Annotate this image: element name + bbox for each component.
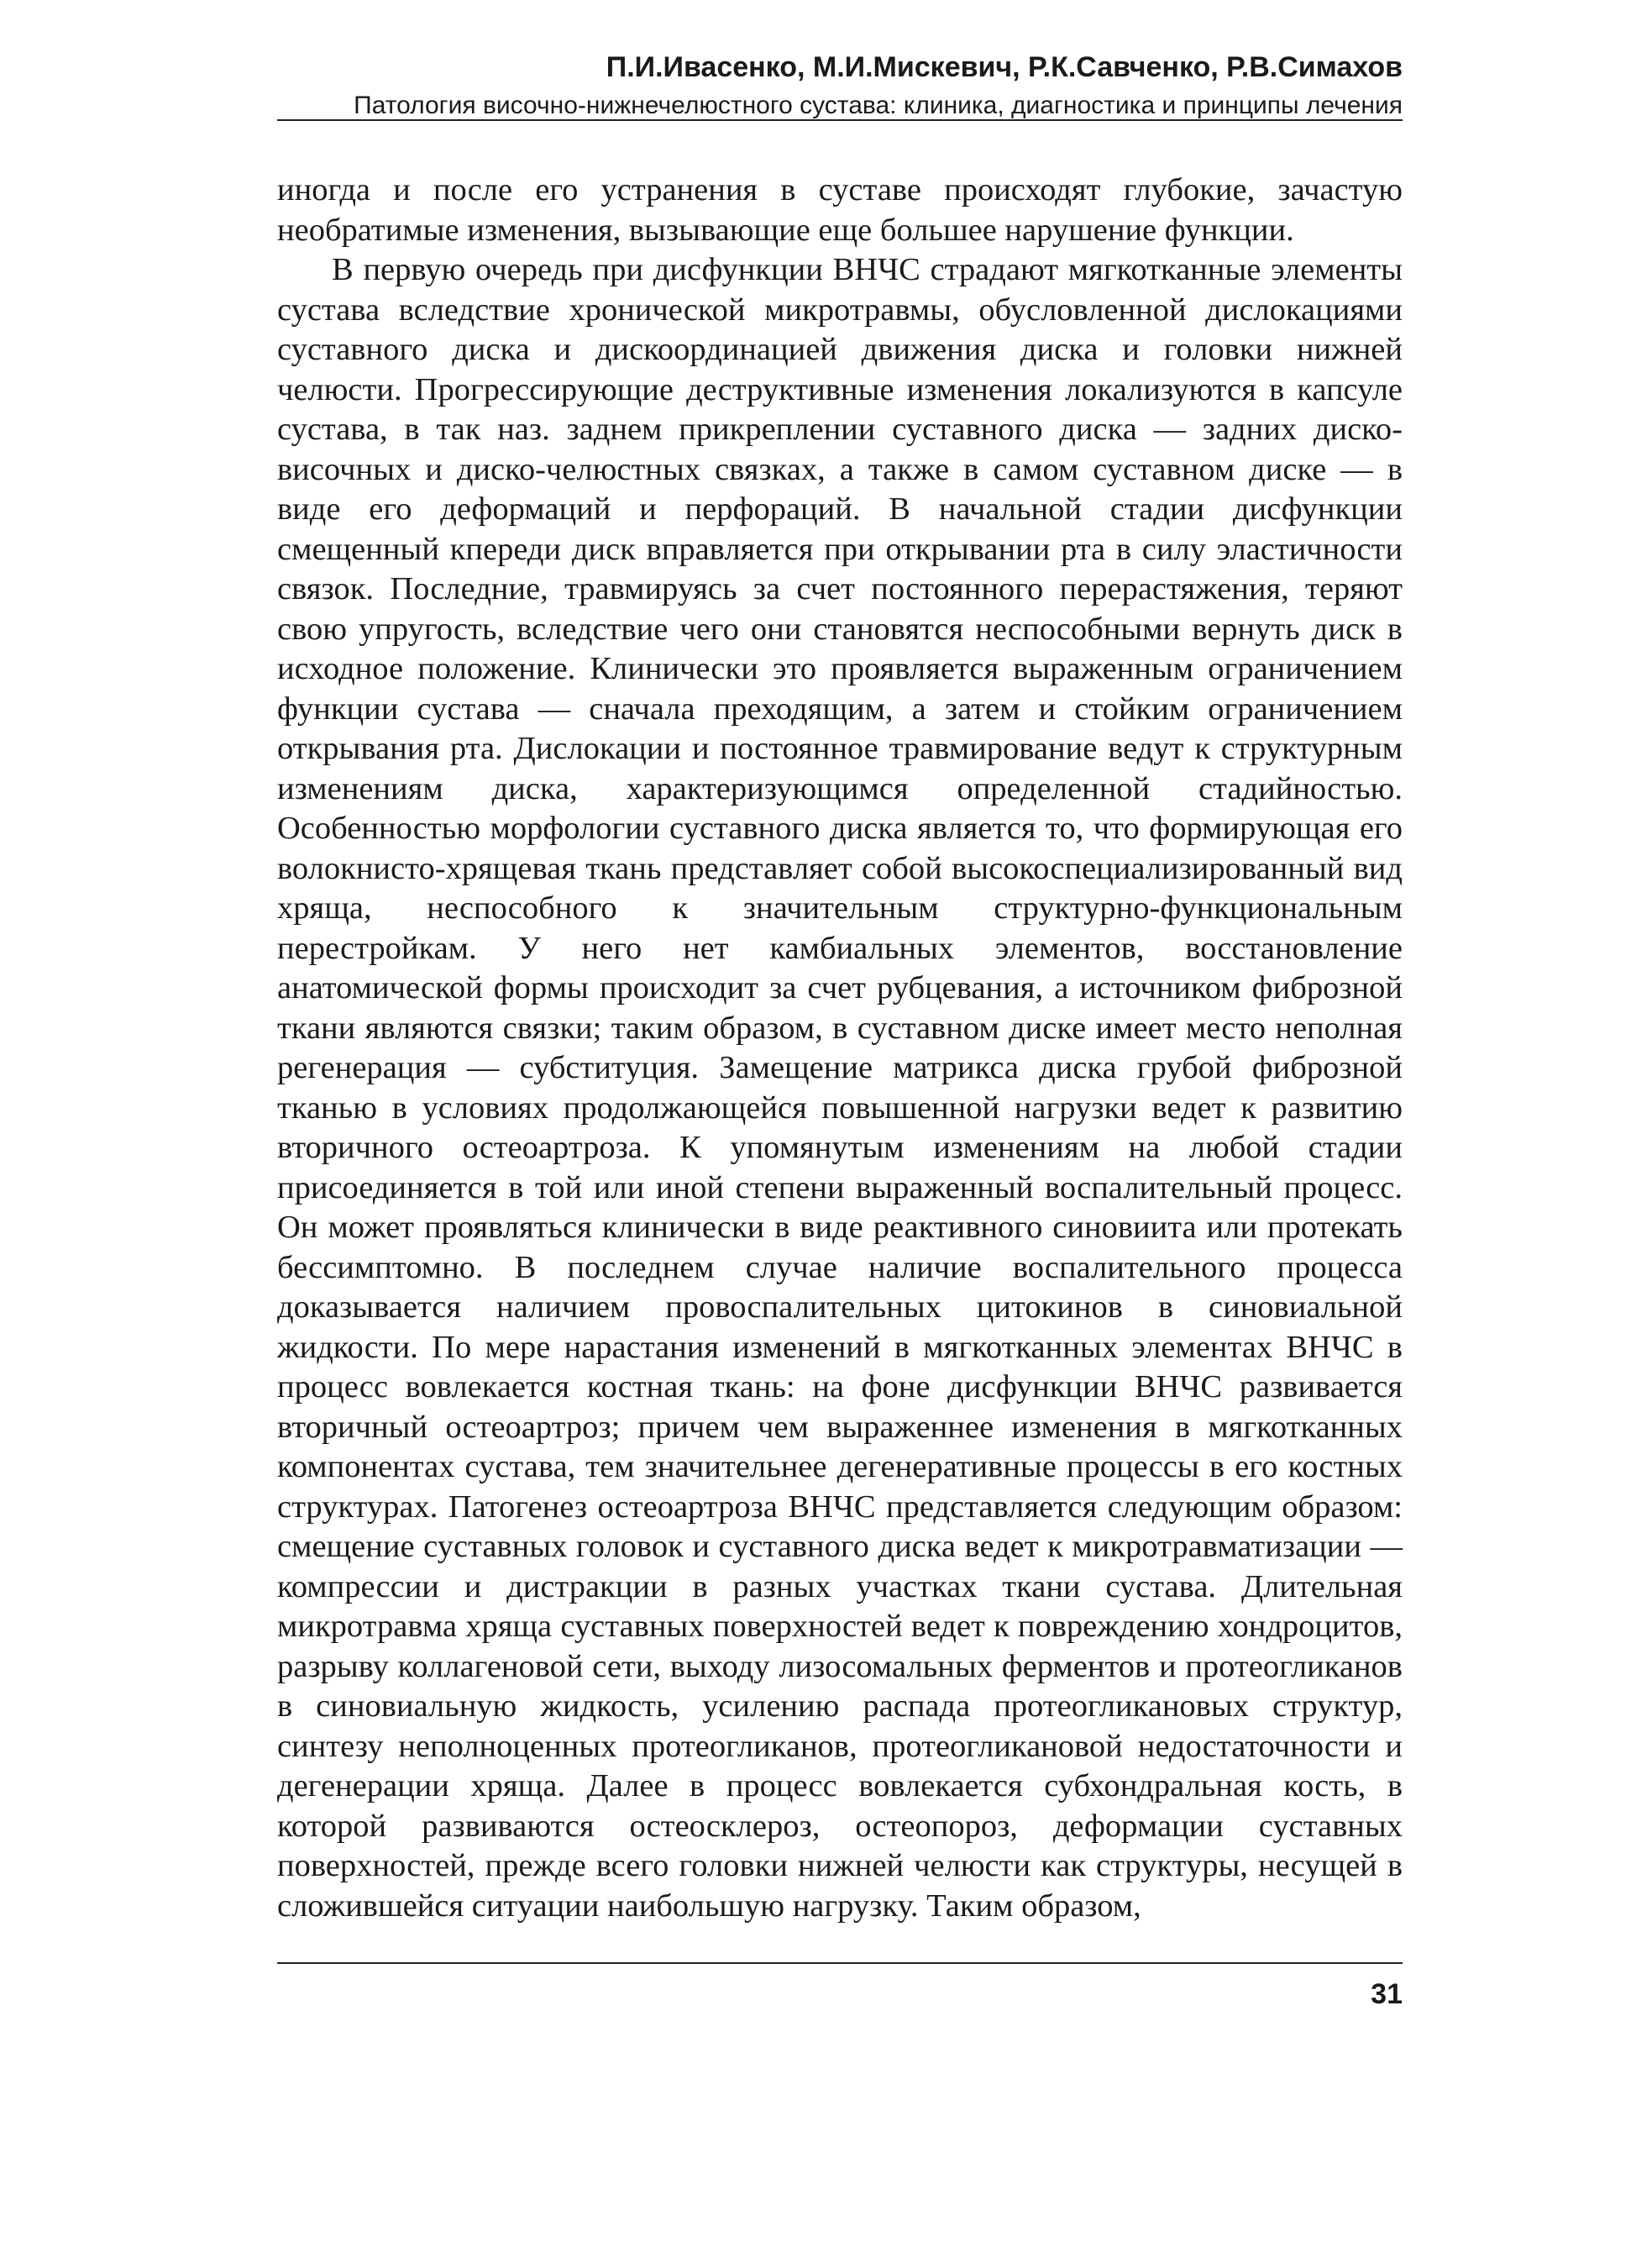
header-rule [277, 119, 1403, 121]
header-book-title: Патология височно-нижнечелюстного сустава: клиника, диагностика и принципы лечения [354, 92, 1403, 119]
page-number: 31 [1371, 1978, 1403, 2010]
body-paragraph-continued: иногда и после его устранения в суставе происходят глубокие, зачастую необратимые изменения, вызывающие еще большее нарушение функции. [277, 172, 1403, 248]
header-block [277, 49, 1403, 123]
header-authors: П.И.Ивасенко, М.И.Мискевич, Р.К.Савченко, Р.В.Симахов [606, 51, 1403, 83]
body-paragraph: В первую очередь при дисфункции ВНЧС страдают мягкотканные элементы сустава вследствие хронической микротравмы, обусловленной дислокациями суставного диска и дискоординацией движения диска и головки нижней челюсти. Прогрессирующие деструктивные изменения локализуются в капсуле сустава, в так наз. заднем прикреплении суставного диска — задних диско-височных и диско-челюстных связках, а также в самом суставном диске — в виде его деформаций и перфораций. В начальной стадии дисфункции смещенный кпереди диск вправляется при открывании рта в силу эластичности связок. Последние, травмируясь за счет постоянного перерастяжения, теряют свою упругость, вследствие чего они становятся неспособными вернуть диск в исходное положение. Клинически это проявляется выраженным ограничением функции сустава — сначала преходящим, а затем и стойким ограничением открывания рта. Дислокации и постоянное травмирование ведут к структурным изменениям диска, характеризующимся определенной стадийностью. Особенностью морфологии суставного диска является то, что формирующая его волокнисто-хрящевая ткань представляет собой высокоспециализированный вид хряща, неспособного к значительным структурно-функциональным перестройкам. У него нет камбиальных элементов, восстановление анатомической формы происходит за счет рубцевания, а источником фиброзной ткани являются связки; таким образом, в суставном диске имеет место неполная регенерация — субституция. Замещение матрикса диска грубой фиброзной тканью в условиях продолжающейся повышенной нагрузки ведет к развитию вторичного остеоартроза. К упомянутым изменениям на любой стадии присоединяется в той или иной степени выраженный воспалительный процесс. Он может проявляться клинически в виде реактивного синовиита или протекать бессимптомно. В последнем случае наличие воспалительного процесса доказывается наличием провоспалительных цитокинов в синовиальной жидкости. По мере нарастания изменений в мягкотканных элементах ВНЧС в процесс вовлекается костная ткань: на фоне дисфункции ВНЧС развивается вторичный остеоартроз; причем чем выраженнее изменения в мягкотканных компонентах сустава, тем значительнее дегенеративные процессы в его костных структурах. Патогенез остеоартроза ВНЧС представляется следующим образом: смещение суставных головок и суставного диска ведет к микротравматизации — компрессии и дистракции в разных участках ткани сустава. Длительная микротравма хряща суставных поверхностей ведет к повреждению хондроцитов, разрыву коллагеновой сети, выходу лизосомальных ферментов и протеогликанов в синовиальную жидкость, усилению распада протеогликановых структур, синтезу неполноценных протеогликанов, протеогликановой недостаточности и дегенерации хряща. Далее в процесс вовлекается субхондральная кость, в которой развиваются остеосклероз, остеопороз, деформации суставных поверхностей, прежде всего головки нижней челюсти как структуры, несущей в сложившейся ситуации наибольшую нагрузку. Таким образом, [277, 252, 1403, 1924]
page-body [277, 171, 1403, 1926]
footer-rule [277, 1962, 1403, 1964]
